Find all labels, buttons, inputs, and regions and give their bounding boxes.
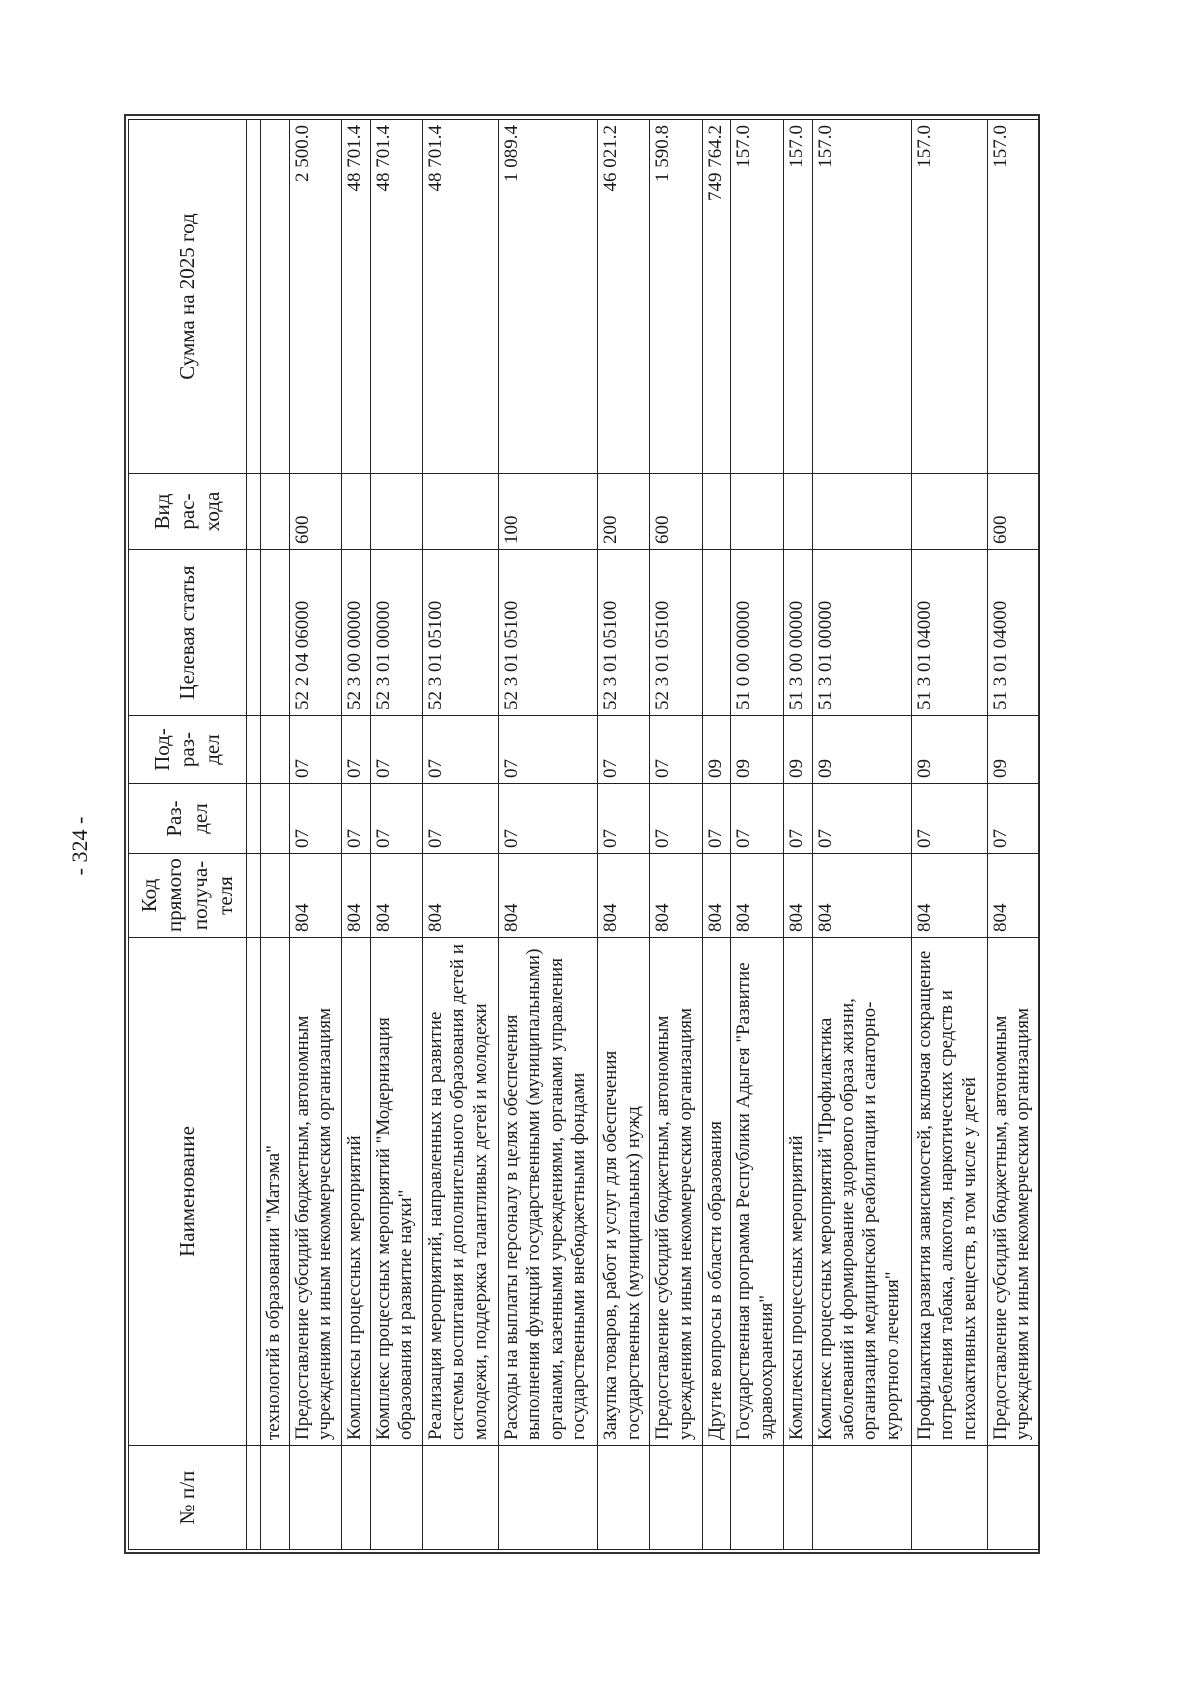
- cell-amount: 157.0: [911, 120, 987, 474]
- cell-subsection: [261, 716, 290, 784]
- spacer-row: [247, 120, 261, 1550]
- cell-recipient: 804: [731, 854, 783, 938]
- table-row: [423, 120, 499, 1550]
- cell-subsection: 07: [598, 716, 650, 784]
- header-recipient: Код прямого получа-теля: [129, 854, 247, 938]
- header-expense-type: Вид рас-хода: [129, 474, 247, 550]
- table-row: [498, 120, 597, 1550]
- cell-target: [702, 550, 731, 716]
- spacer-cell: [247, 474, 261, 550]
- spacer-cell: [247, 784, 261, 854]
- cell-no: [987, 1446, 1039, 1550]
- cell-section: 07: [650, 784, 702, 854]
- cell-name: технологий в образовании "Матэма": [261, 938, 290, 1446]
- cell-expense-type: 100: [498, 474, 597, 550]
- cell-no: [702, 1446, 731, 1550]
- table-row: [911, 120, 987, 1550]
- cell-recipient: 804: [423, 854, 499, 938]
- header-section: Раз-дел: [129, 784, 247, 854]
- cell-expense-type: 600: [289, 474, 341, 550]
- header-name: Наименование: [129, 938, 247, 1446]
- table-row: [731, 120, 783, 1550]
- cell-subsection: 07: [289, 716, 341, 784]
- cell-expense-type: [812, 474, 911, 550]
- cell-recipient: 804: [650, 854, 702, 938]
- cell-name: Профилактика развития зависимостей, включая сокращение потребления табака, алкоголя, наркотических средств и психоактивных веществ, в том числе у детей: [911, 938, 987, 1446]
- cell-expense-type: [261, 474, 290, 550]
- cell-expense-type: 200: [598, 474, 650, 550]
- cell-target: 52 3 00 00000: [342, 550, 371, 716]
- cell-section: 07: [702, 784, 731, 854]
- cell-subsection: 09: [812, 716, 911, 784]
- cell-section: 07: [423, 784, 499, 854]
- cell-name: Предоставление субсидий бюджетным, автономным учреждениям и иным некоммерческим организациям: [987, 938, 1039, 1446]
- cell-target: 52 3 01 00000: [370, 550, 422, 716]
- cell-subsection: 07: [370, 716, 422, 784]
- cell-section: 07: [911, 784, 987, 854]
- cell-recipient: 804: [783, 854, 812, 938]
- table-row: [289, 120, 341, 1550]
- cell-target: [261, 550, 290, 716]
- cell-target: 51 3 01 04000: [911, 550, 987, 716]
- cell-recipient: 804: [911, 854, 987, 938]
- table-row: [650, 120, 702, 1550]
- cell-recipient: 804: [342, 854, 371, 938]
- cell-section: 07: [498, 784, 597, 854]
- header-target: Целевая статья: [129, 550, 247, 716]
- cell-expense-type: [783, 474, 812, 550]
- cell-name: Закупка товаров, работ и услуг для обеспечения государственных (муниципальных) нужд: [598, 938, 650, 1446]
- spacer-cell: [247, 1446, 261, 1550]
- cell-no: [783, 1446, 812, 1550]
- cell-target: 51 3 01 00000: [812, 550, 911, 716]
- cell-expense-type: [911, 474, 987, 550]
- cell-amount: 46 021.2: [598, 120, 650, 474]
- table-row: [261, 120, 290, 1550]
- cell-section: [261, 784, 290, 854]
- cell-amount: 1 089.4: [498, 120, 597, 474]
- cell-name: Комплексы процессных мероприятий: [342, 938, 371, 1446]
- cell-recipient: 804: [812, 854, 911, 938]
- cell-name: Предоставление субсидий бюджетным, автономным учреждениям и иным некоммерческим организациям: [289, 938, 341, 1446]
- cell-section: 07: [812, 784, 911, 854]
- cell-target: 51 3 00 00000: [783, 550, 812, 716]
- cell-amount: 157.0: [731, 120, 783, 474]
- cell-subsection: 07: [650, 716, 702, 784]
- budget-table: [128, 119, 1040, 1550]
- cell-expense-type: 600: [650, 474, 702, 550]
- cell-subsection: 09: [783, 716, 812, 784]
- cell-target: 52 3 01 05100: [423, 550, 499, 716]
- cell-amount: 1 590.8: [650, 120, 702, 474]
- spacer-cell: [247, 550, 261, 716]
- page-number: - 324 -: [67, 816, 92, 876]
- cell-name: Реализация мероприятий, направленных на развитие системы воспитания и дополнительного образования детей и молодежи, поддержка талантливых детей и молодежи: [423, 938, 499, 1446]
- header-subsection: Под-раз-дел: [129, 716, 247, 784]
- table-row: [812, 120, 911, 1550]
- cell-recipient: 804: [289, 854, 341, 938]
- cell-subsection: 09: [731, 716, 783, 784]
- cell-no: [261, 1446, 290, 1550]
- cell-no: [911, 1446, 987, 1550]
- cell-amount: 48 701.4: [342, 120, 371, 474]
- cell-name: Комплексы процессных мероприятий: [783, 938, 812, 1446]
- cell-no: [498, 1446, 597, 1550]
- cell-amount: 157.0: [987, 120, 1039, 474]
- cell-amount: 48 701.4: [370, 120, 422, 474]
- cell-section: 07: [731, 784, 783, 854]
- header-no: № п/п: [129, 1446, 247, 1550]
- spacer-cell: [247, 716, 261, 784]
- cell-no: [289, 1446, 341, 1550]
- table-row: [598, 120, 650, 1550]
- cell-subsection: 09: [702, 716, 731, 784]
- cell-expense-type: [370, 474, 422, 550]
- cell-subsection: 09: [911, 716, 987, 784]
- table-body: [261, 120, 1040, 1550]
- cell-recipient: 804: [598, 854, 650, 938]
- header-row: [129, 120, 247, 1550]
- cell-recipient: 804: [370, 854, 422, 938]
- cell-amount: 48 701.4: [423, 120, 499, 474]
- cell-section: 07: [783, 784, 812, 854]
- cell-recipient: [261, 854, 290, 938]
- table-row: [342, 120, 371, 1550]
- table-row: [702, 120, 731, 1550]
- spacer-cell: [247, 854, 261, 938]
- cell-subsection: 07: [423, 716, 499, 784]
- cell-recipient: 804: [987, 854, 1039, 938]
- cell-section: 07: [342, 784, 371, 854]
- cell-target: 52 2 04 06000: [289, 550, 341, 716]
- cell-name: Другие вопросы в области образования: [702, 938, 731, 1446]
- cell-expense-type: [731, 474, 783, 550]
- cell-subsection: 07: [498, 716, 597, 784]
- cell-target: 52 3 01 05100: [598, 550, 650, 716]
- cell-section: 07: [370, 784, 422, 854]
- spacer-cell: [247, 120, 261, 474]
- cell-no: [423, 1446, 499, 1550]
- cell-name: Расходы на выплаты персоналу в целях обеспечения выполнения функций государственными (муниципальными) органами, казенными учреждениями, органами управления государственными внебюджетными фондами: [498, 938, 597, 1446]
- cell-no: [370, 1446, 422, 1550]
- cell-no: [342, 1446, 371, 1550]
- cell-no: [598, 1446, 650, 1550]
- cell-amount: 2 500.0: [289, 120, 341, 474]
- cell-subsection: 09: [987, 716, 1039, 784]
- cell-expense-type: 600: [987, 474, 1039, 550]
- rotated-table-wrapper: [128, 120, 1040, 1550]
- header-amount: Сумма на 2025 год: [129, 120, 247, 474]
- cell-amount: 157.0: [812, 120, 911, 474]
- cell-target: 52 3 01 05100: [650, 550, 702, 716]
- cell-amount: 749 764.2: [702, 120, 731, 474]
- cell-no: [650, 1446, 702, 1550]
- cell-amount: [261, 120, 290, 474]
- cell-name: Комплекс процессных мероприятий "Модернизация образования и развитие науки": [370, 938, 422, 1446]
- cell-target: 52 3 01 05100: [498, 550, 597, 716]
- cell-no: [731, 1446, 783, 1550]
- cell-expense-type: [423, 474, 499, 550]
- cell-amount: 157.0: [783, 120, 812, 474]
- cell-name: Комплекс процессных мероприятий "Профилактика заболеваний и формирование здорового образа жизни, организация медицинской реабилитации и санаторно-курортного лечения": [812, 938, 911, 1446]
- cell-target: 51 0 00 00000: [731, 550, 783, 716]
- cell-section: 07: [987, 784, 1039, 854]
- cell-expense-type: [342, 474, 371, 550]
- cell-section: 07: [598, 784, 650, 854]
- table-row: [370, 120, 422, 1550]
- cell-name: Государственная программа Республики Адыгея "Развитие здравоохранения": [731, 938, 783, 1446]
- cell-subsection: 07: [342, 716, 371, 784]
- spacer-cell: [247, 938, 261, 1446]
- cell-expense-type: [702, 474, 731, 550]
- cell-section: 07: [289, 784, 341, 854]
- cell-target: 51 3 01 04000: [987, 550, 1039, 716]
- table-row: [783, 120, 812, 1550]
- cell-no: [812, 1446, 911, 1550]
- cell-name: Предоставление субсидий бюджетным, автономным учреждениям и иным некоммерческим организациям: [650, 938, 702, 1446]
- table-row: [987, 120, 1039, 1550]
- cell-recipient: 804: [498, 854, 597, 938]
- cell-recipient: 804: [702, 854, 731, 938]
